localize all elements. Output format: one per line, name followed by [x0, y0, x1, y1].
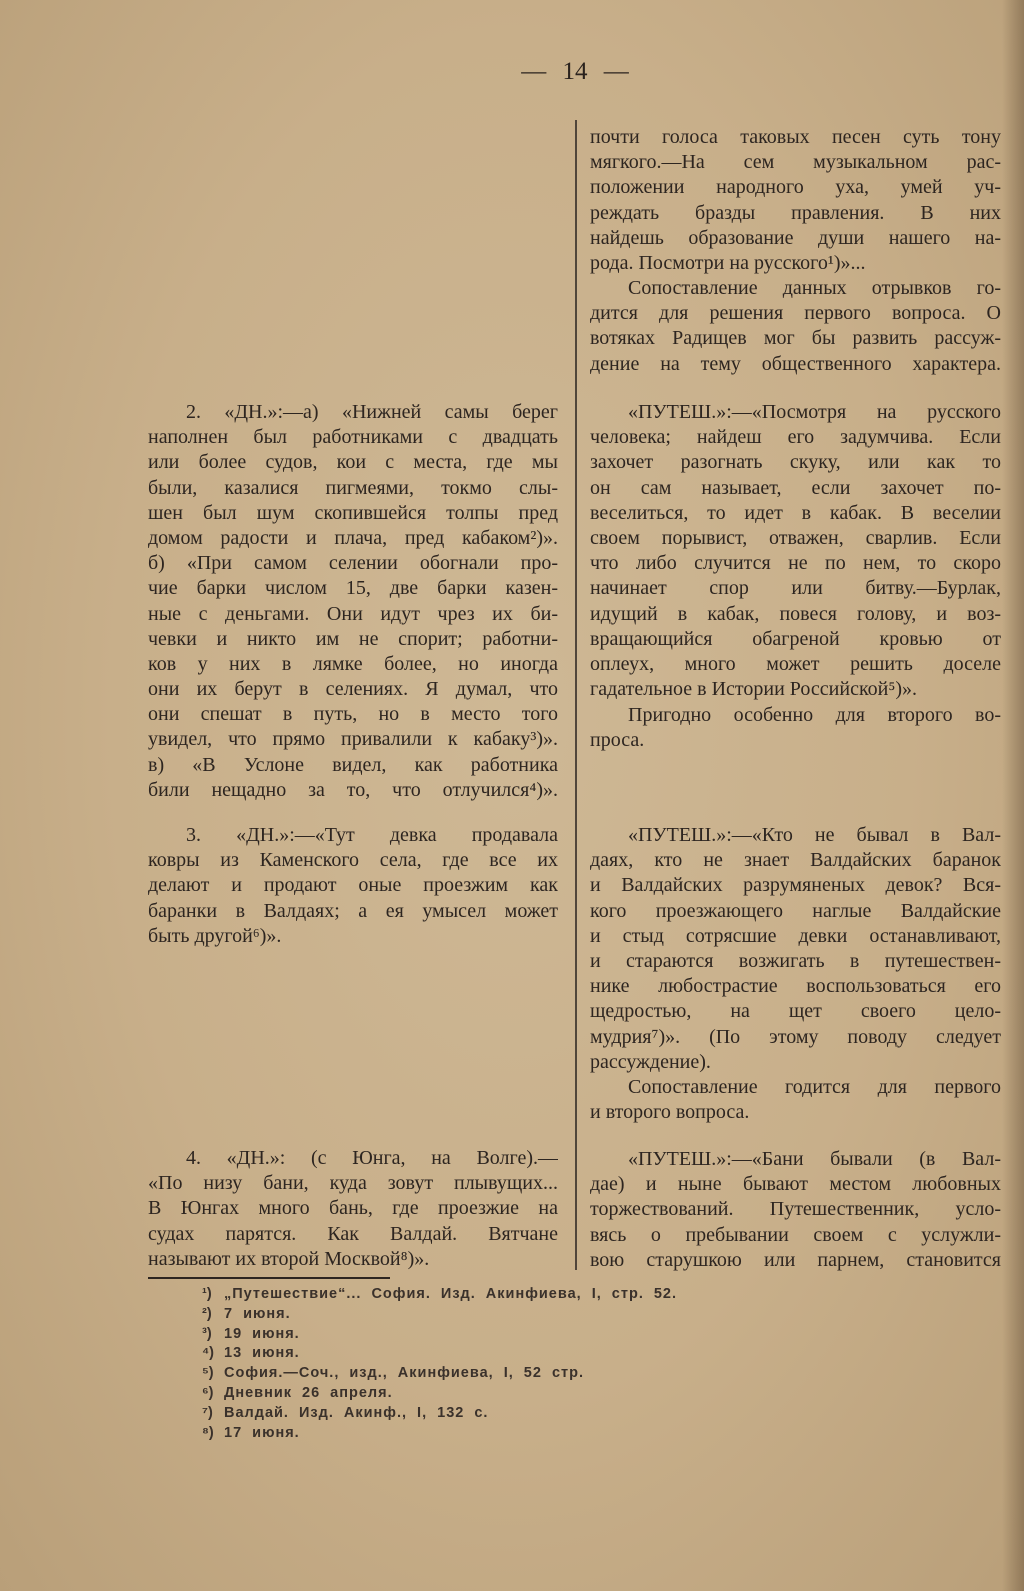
paragraph: [590, 125, 1001, 276]
text-line: Пригодно особенно для второго во-: [628, 704, 1001, 726]
footnotes: [202, 1285, 902, 1443]
footnote: [202, 1424, 902, 1444]
page-edge-shadow: [1002, 0, 1024, 1591]
text-line: веселиться, то идет в кабак. В веселии: [590, 501, 1001, 524]
text-line: и второго вопроса.: [590, 1101, 750, 1124]
text-line: «ПУТЕШ.»:—«Бани бывали (в Вал-: [628, 1148, 1001, 1170]
text-line: «По низу бани, куда зовут плывущих...: [148, 1172, 558, 1195]
text-line: домом радости и плача, пред кабаком²)».: [148, 526, 558, 549]
text-line: положении народного уха, умей уч-: [590, 176, 1001, 199]
text-line: рассуждение).: [590, 1050, 711, 1073]
text-line: называют их второй Москвой⁸)».: [148, 1247, 430, 1270]
text-line: в) «В Услоне видел, как работника: [148, 753, 558, 776]
text-line: 4. «ДН.»: (с Юнга, на Волге).—: [186, 1147, 558, 1169]
footnote-text: 17 июня.: [224, 1424, 300, 1441]
footnote-marker: ⁸): [202, 1424, 214, 1441]
text-line: кого проезжающего наглые Валдайские: [590, 899, 1001, 922]
text-line: они спешат в путь, но в место того: [148, 703, 558, 726]
text-line: нике любострастие воспользоваться его: [590, 975, 1001, 998]
text-line: дится для решения первого вопроса. О: [590, 302, 1001, 325]
footnote-text: 7 июня.: [224, 1305, 291, 1322]
text-line: найдешь образование души нашего на-: [590, 226, 1001, 249]
footnote-text: 13 июня.: [224, 1345, 300, 1362]
text-line: щедростью, на щет своего цело-: [590, 1000, 1001, 1023]
paragraph: [148, 1146, 558, 1272]
footnote-marker: ⁴): [202, 1345, 215, 1362]
paragraph: [148, 823, 558, 949]
page-number: — 14 —: [521, 58, 629, 85]
text-line: Сопоставление годится для первого: [628, 1076, 1001, 1098]
footnote-marker: ³): [202, 1325, 212, 1342]
footnote: [202, 1325, 902, 1345]
text-line: 3. «ДН.»:—«Тут девка продавала: [186, 824, 558, 846]
text-line: и стараются возжигать в путешествен-: [590, 949, 1001, 972]
text-line: дае) и ныне бывают местом любовных: [590, 1173, 1001, 1196]
text-line: делают и продают оные проезжим как: [148, 874, 558, 897]
text-line: быть другой⁶)».: [148, 924, 282, 947]
footnote-marker: ⁶): [202, 1384, 214, 1401]
text-line: рода. Посмотри на русского¹)»...: [590, 251, 866, 274]
text-line: шен был шум скопившейся толпы пред: [148, 501, 558, 524]
text-line: были, казалися пигмеями, токмо слы-: [148, 476, 558, 499]
footnote: [202, 1305, 902, 1325]
paragraph: [148, 400, 558, 803]
text-line: ные с деньгами. Они идут чрез их би-: [148, 602, 558, 625]
text-line: реждать бразды правления. В них: [590, 201, 1001, 224]
footnote-text: „Путешествие“... София. Изд. Акинфиева, I, стр. 52.: [224, 1286, 678, 1302]
text-line: или более судов, кои с места, где мы: [148, 451, 558, 474]
paragraph: [590, 1147, 1001, 1273]
text-line: идущий в кабак, повеся голову, и воз-: [590, 602, 1001, 625]
text-line: вясь о пребывании своем с услужли-: [590, 1223, 1001, 1246]
text-line: даях, кто не знает Валдайских баранок: [590, 849, 1001, 872]
text-line: судах парятся. Как Валдай. Вятчане: [148, 1222, 558, 1245]
footnote: [202, 1404, 902, 1424]
text-line: «ПУТЕШ.»:—«Кто не бывал в Вал-: [628, 824, 1001, 846]
text-line: вращающийся обагреной кровью от: [590, 627, 1001, 650]
paragraph: [590, 823, 1001, 1075]
text-line: оплеух, много может решить доселе: [590, 652, 1001, 675]
text-line: наполнен был работниками с двадцать: [148, 426, 558, 449]
footnote: [202, 1344, 902, 1364]
footnote-marker: ⁷): [202, 1404, 213, 1421]
text-line: баранки в Валдаях; а ея умысел может: [148, 899, 558, 922]
text-line: ковры из Каменского села, где все их: [148, 849, 558, 872]
text-line: чевки и никто им не спорит; работни-: [148, 627, 558, 650]
paragraph: [590, 276, 1001, 377]
footnote-text: София.—Соч., изд., Акинфиева, I, 52 стр.: [224, 1365, 585, 1382]
text-line: захочет разогнать скуку, или как то: [590, 451, 1001, 474]
text-line: увидел, что прямо привалили к кабаку³)».: [148, 728, 558, 751]
text-line: мягкого.—На сем музыкальном рас-: [590, 151, 1001, 174]
footnote-text: Дневник 26 апреля.: [224, 1384, 393, 1401]
text-line: били нещадно за то, что отлучился⁴)».: [148, 778, 558, 801]
text-line: вотяках Радищев мог бы развить рассуж-: [590, 327, 1001, 350]
text-line: проса.: [590, 729, 645, 752]
footnote: [202, 1384, 902, 1404]
text-line: дение на тему общественного характера.: [590, 352, 1001, 375]
text-line: чие барки числом 15, две барки казен-: [148, 577, 558, 600]
text-line: ков у них в лямке более, но иногда: [148, 652, 558, 675]
paragraph: [590, 703, 1001, 753]
text-line: начинает спор или битву.—Бурлак,: [590, 577, 1001, 600]
text-line: гадательное в Истории Российской⁵)».: [590, 678, 918, 701]
footnote-marker: ¹): [202, 1286, 212, 1302]
text-line: и стыд сотрясшие девки останавливают,: [590, 924, 1001, 947]
text-line: вою старушкою или парнем, становится: [590, 1248, 1001, 1271]
column-divider: [575, 120, 577, 1270]
footnote-marker: ⁵): [202, 1365, 214, 1382]
text-line: что либо случится не по нем, то скоро: [590, 552, 1001, 575]
text-line: Сопоставление данных отрывков го-: [628, 277, 1001, 299]
text-line: почти голоса таковых песен суть тону: [590, 126, 1001, 148]
text-line: В Юнгах много бань, где проезжие на: [148, 1197, 558, 1220]
footnote-marker: ²): [202, 1305, 212, 1322]
text-line: человека; найдеш его задумчива. Если: [590, 426, 1001, 449]
text-line: своем порывист, отважен, сварлив. Если: [590, 526, 1001, 549]
footnote: [202, 1285, 902, 1305]
text-line: они их берут в селениях. Я думал, что: [148, 678, 558, 701]
text-line: он сам называет, если захочет по-: [590, 476, 1001, 499]
footnote-rule: [148, 1277, 390, 1279]
footnote: [202, 1364, 902, 1384]
footnote-text: 19 июня.: [224, 1325, 300, 1342]
paragraph: [590, 1075, 1001, 1125]
text-line: и Валдайских разрумяненых девок? Вся-: [590, 874, 1001, 897]
paragraph: [590, 400, 1001, 702]
text-line: 2. «ДН.»:—а) «Нижней самы берег: [186, 401, 558, 423]
text-line: мудрия⁷)». (По этому поводу следует: [590, 1025, 1001, 1048]
text-line: б) «При самом селении обогнали про-: [148, 552, 558, 575]
footnote-text: Валдай. Изд. Акинф., I, 132 с.: [224, 1404, 489, 1421]
text-line: торжествований. Путешественник, усло-: [590, 1198, 1001, 1221]
text-line: «ПУТЕШ.»:—«Посмотря на русского: [628, 401, 1001, 423]
